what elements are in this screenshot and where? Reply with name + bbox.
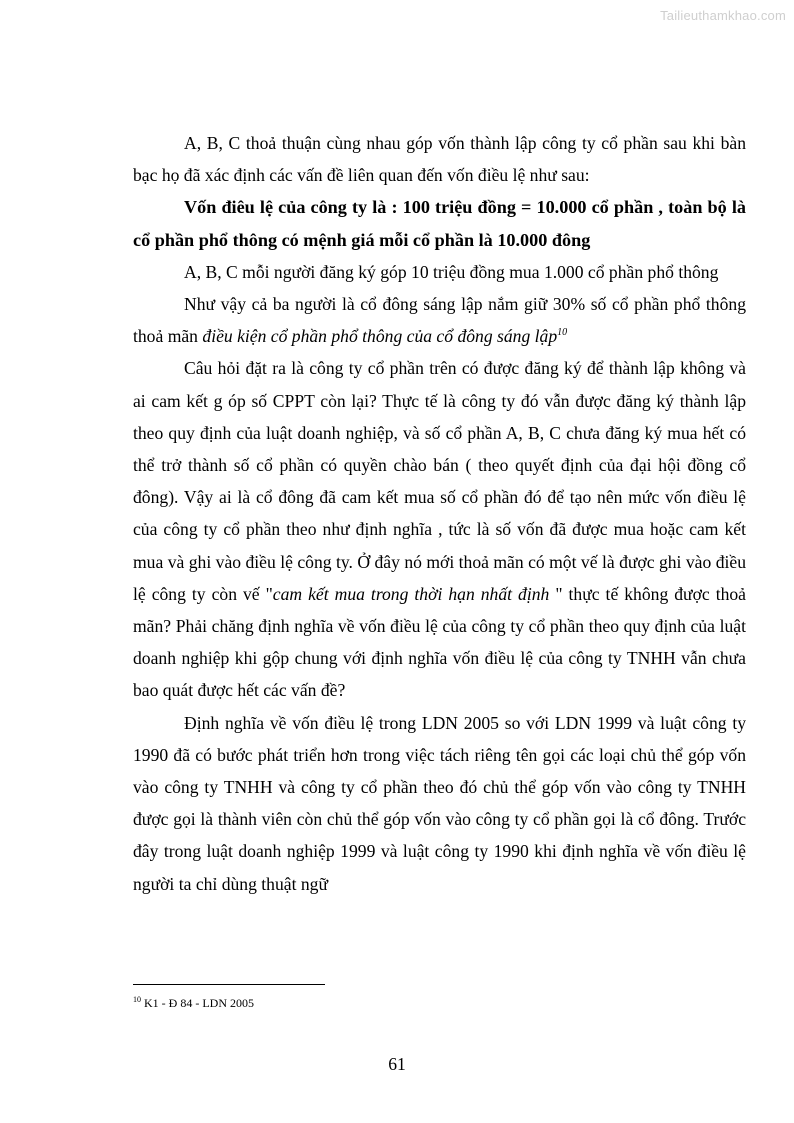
paragraph-6: Định nghĩa về vốn điều lệ trong LDN 2005 so với LDN 1999 và luật công ty 1990 đã có bước phát triển hơn trong việc tách riêng tên gọi các loại chủ thể góp vốn vào công ty TNHH và công ty cổ phần theo đó chủ thể góp vốn vào công ty TNHH được gọi là thành viên còn chủ thể góp vốn vào công ty cổ phần gọi là cổ đông. Trước đây trong luật doanh nghiệp 1999 và luật công ty 1990 khi định nghĩa về vốn điều lệ người ta chỉ dùng thuật ngữ [133,712,746,894]
paragraph-4 [133,288,746,352]
watermark: Tailieuthamkhao.com [660,8,786,23]
footnote-number: 10 [133,995,141,1004]
paragraph-2-bold: Vốn điêu lệ của công ty là : 100 triệu đồng = 10.000 cổ phần , toàn bộ là cổ phần phổ thông có mệnh giá mỗi cổ phần là 10.000 đông [133,197,746,250]
footnote-reference: 10 [557,327,568,339]
footnote-text: K1 - Đ 84 - LDN 2005 [141,996,254,1010]
page-number: 61 [388,1054,406,1074]
footnote [133,995,254,1011]
footnote-separator [133,984,325,985]
paragraph-5-italic: cam kết mua trong thời hạn nhất định [272,583,550,604]
paragraph-5-text: Câu hỏi đặt ra là công ty cổ phần trên có được đăng ký để thành lập không và ai cam kết g óp số CPPT còn lại? Thực tế là công ty đó vẫn được đăng ký thành lập theo quy định của luật doanh nghiệp, và số cổ phần A, B, C chưa đăng ký mua hết có thể trở thành số cổ phần có quyền chào bán ( theo quyết định của đại hội đồng cổ đông). Vậy ai là cổ đông đã cam kết mua số cổ phần đó để tạo nên mức vốn điều lệ của công ty cổ phần theo như định nghĩa , tức là số vốn đã được mua hoặc cam kết mua và ghi vào điều lệ công ty. Ở đây nó mới thoả mãn có một vế là được ghi vào điều lệ công ty còn vế " [133,358,746,604]
paragraph-1: A, B, C thoả thuận cùng nhau góp vốn thành lập công ty cổ phần sau khi bàn bạc họ đã xác định các vấn đề liên quan đến vốn điều lệ như sau: [133,133,746,186]
paragraph-3: A, B, C mỗi người đăng ký góp 10 triệu đồng mua 1.000 cổ phần phổ thông [184,261,719,282]
paragraph-5-tail: " thực tế không được thoả mãn? Phải chăng định nghĩa về vốn điều lệ của công ty cổ phần theo quy định của luật doanh nghiệp khi gộp chung với định nghĩa vốn điều lệ của công ty TNHH vẫn chưa bao quát được hết các vấn đề? [133,583,746,701]
paragraph-4-italic: điều kiện cổ phần phổ thông của cổ đông sáng lập [202,326,558,347]
paragraph-5 [133,352,746,706]
paragraph-4-text: Như vậy cả ba người là cổ đông sáng lập nắm giữ 30% số cổ phần phổ thông thoả mãn [133,294,746,347]
document-body [133,127,746,900]
